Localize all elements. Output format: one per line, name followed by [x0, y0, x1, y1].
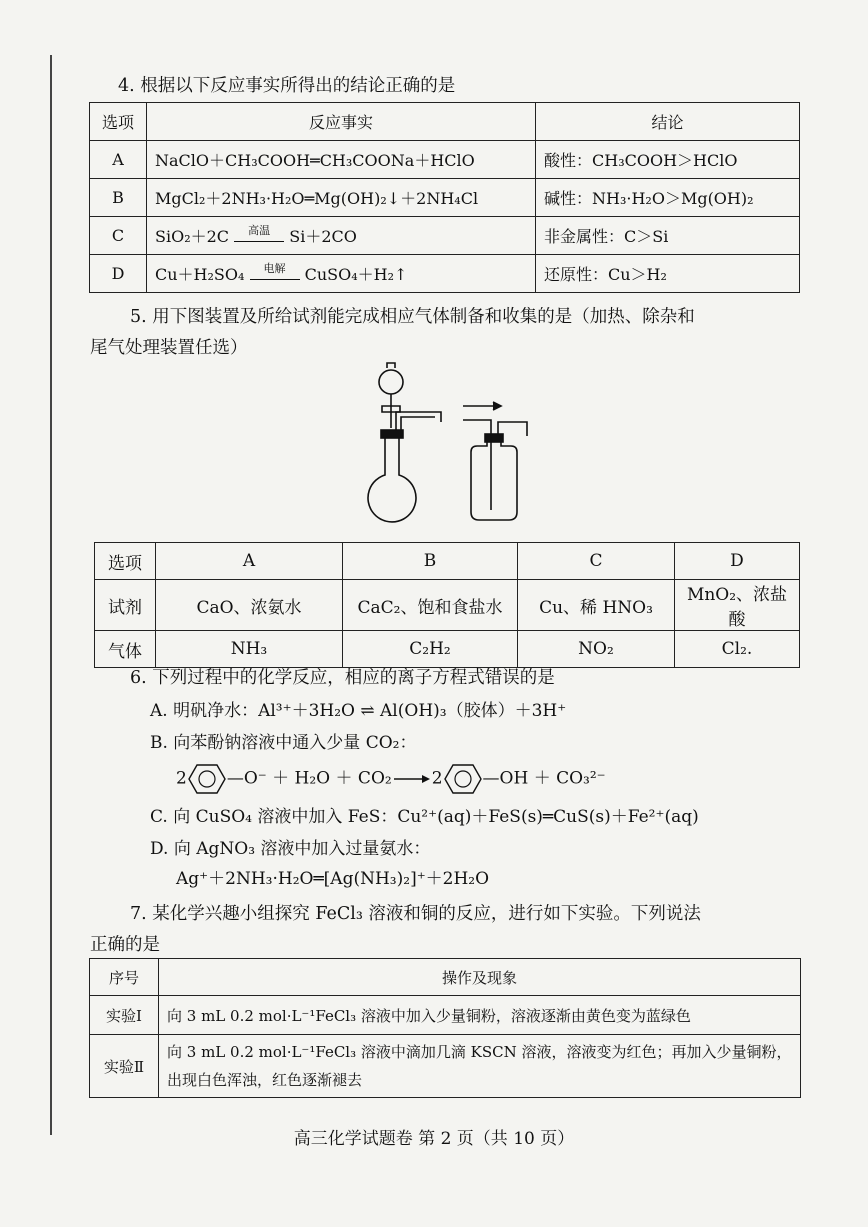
gas: NH₃: [156, 631, 343, 668]
reagent: MnO₂、浓盐酸: [675, 580, 800, 631]
gas: C₂H₂: [343, 631, 518, 668]
benzene-ring-icon: [443, 762, 483, 796]
coefficient: 2: [176, 768, 187, 789]
gas: Cl₂.: [675, 631, 800, 668]
reaction-arrow: [234, 224, 284, 242]
row-label: 选项: [95, 543, 156, 580]
apparatus-diagram: [355, 360, 555, 535]
funnel-bulb: [379, 370, 403, 394]
reactants: SiO₂＋2C: [155, 227, 230, 246]
q5-table: [94, 542, 800, 668]
row-label: 气体: [95, 631, 156, 668]
reactants: Cu＋H₂SO₄: [155, 265, 245, 284]
page-footer: 高三化学试题卷 第 2 页（共 10 页）: [293, 1129, 575, 1149]
products: Si＋2CO: [289, 227, 357, 246]
table-row: [90, 996, 801, 1035]
reaction-fact: [147, 217, 536, 255]
reaction-condition: 电解: [263, 262, 286, 275]
option-label: C: [518, 543, 675, 580]
q6-option-d-equation: Ag⁺＋2NH₃·H₂O═[Ag(NH₃)₂]⁺＋2H₂O: [176, 869, 490, 889]
option-label: C: [90, 217, 147, 255]
reagent: Cu、稀 HNO₃: [518, 580, 675, 631]
header-conclusion: 结论: [536, 103, 800, 141]
collection-bottle: [471, 440, 517, 520]
table-row: [95, 631, 800, 668]
q6-option-a: A. 明矾净水：Al³⁺＋3H₂O ⇌ Al(OH)₃（胶体）＋3H⁺: [150, 701, 567, 721]
table-header-row: [90, 959, 801, 996]
table-row: [90, 179, 800, 217]
option-label: B: [343, 543, 518, 580]
q6-stem: 6. 下列过程中的化学反应，相应的离子方程式错误的是: [130, 668, 555, 688]
q7-table: [89, 958, 801, 1098]
product-group: —OH ＋ CO₃²⁻: [482, 768, 606, 789]
reaction-condition: 高温: [248, 224, 271, 237]
option-label: A: [156, 543, 343, 580]
arrow-right-icon: [392, 772, 432, 786]
coefficient: 2: [431, 768, 443, 789]
table-row: [90, 1035, 801, 1098]
experiment-id: 实验Ⅰ: [90, 996, 159, 1035]
option-label: B: [90, 179, 147, 217]
conclusion: 还原性：Cu＞H₂: [536, 255, 800, 293]
q4-stem: 4. 根据以下反应事实所得出的结论正确的是: [118, 76, 456, 96]
round-bottom-flask: [368, 436, 416, 522]
table-row: [95, 543, 800, 580]
reaction-fact: [147, 255, 536, 293]
q7-stem-line1: 7. 某化学兴趣小组探究 FeCl₃ 溶液和铜的反应，进行如下实验。下列说法: [130, 904, 701, 924]
option-label: D: [90, 255, 147, 293]
header-operation: 操作及现象: [159, 959, 801, 996]
option-label: A: [90, 141, 147, 179]
reaction-arrow: [250, 262, 300, 280]
q6-option-b-equation: [176, 762, 606, 796]
table-row: [90, 141, 800, 179]
experiment-id: 实验Ⅱ: [90, 1035, 159, 1098]
reagent: CaC₂、饱和食盐水: [343, 580, 518, 631]
table-header-row: [90, 103, 800, 141]
q5-stem-line2: 尾气处理装置任选）: [90, 338, 248, 358]
experiment-description: 向 3 mL 0.2 mol·L⁻¹FeCl₃ 溶液中加入少量铜粉，溶液逐渐由黄色变为蓝绿色: [159, 996, 801, 1035]
header-option: 选项: [90, 103, 147, 141]
q5-stem-line1: 5. 用下图装置及所给试剂能完成相应气体制备和收集的是（加热、除杂和: [130, 307, 695, 327]
reagent: CaO、浓氨水: [156, 580, 343, 631]
reaction-fact: NaClO＋CH₃COOH═CH₃COONa＋HClO: [147, 141, 536, 179]
q7-stem-line2: 正确的是: [90, 935, 160, 955]
table-row: [90, 255, 800, 293]
conclusion: 酸性：CH₃COOH＞HClO: [536, 141, 800, 179]
conclusion: 非金属性：C＞Si: [536, 217, 800, 255]
reactant-group: —O⁻ ＋ H₂O ＋ CO₂: [226, 768, 392, 789]
option-label: D: [675, 543, 800, 580]
header-fact: 反应事实: [147, 103, 536, 141]
q4-table: [89, 102, 800, 293]
reaction-fact: MgCl₂＋2NH₃·H₂O═Mg(OH)₂↓＋2NH₄Cl: [147, 179, 536, 217]
experiment-description: 向 3 mL 0.2 mol·L⁻¹FeCl₃ 溶液中滴加几滴 KSCN 溶液，溶液变为红色；再加入少量铜粉，出现白色浑浊，红色逐渐褪去: [159, 1035, 801, 1098]
q6-option-c: C. 向 CuSO₄ 溶液中加入 FeS：Cu²⁺(aq)＋FeS(s)═CuS(s)＋Fe²⁺(aq): [150, 807, 699, 827]
gas: NO₂: [518, 631, 675, 668]
q6-option-b-stem: B. 向苯酚钠溶液中通入少量 CO₂：: [150, 733, 417, 753]
table-row: [95, 580, 800, 631]
row-label: 试剂: [95, 580, 156, 631]
conclusion: 碱性：NH₃·H₂O＞Mg(OH)₂: [536, 179, 800, 217]
benzene-ring-icon: [187, 762, 227, 796]
q6-option-d-stem: D. 向 AgNO₃ 溶液中加入过量氨水：: [150, 839, 431, 859]
products: CuSO₄＋H₂↑: [304, 265, 408, 284]
table-row: [90, 217, 800, 255]
margin-line: [50, 55, 52, 1135]
header-id: 序号: [90, 959, 159, 996]
